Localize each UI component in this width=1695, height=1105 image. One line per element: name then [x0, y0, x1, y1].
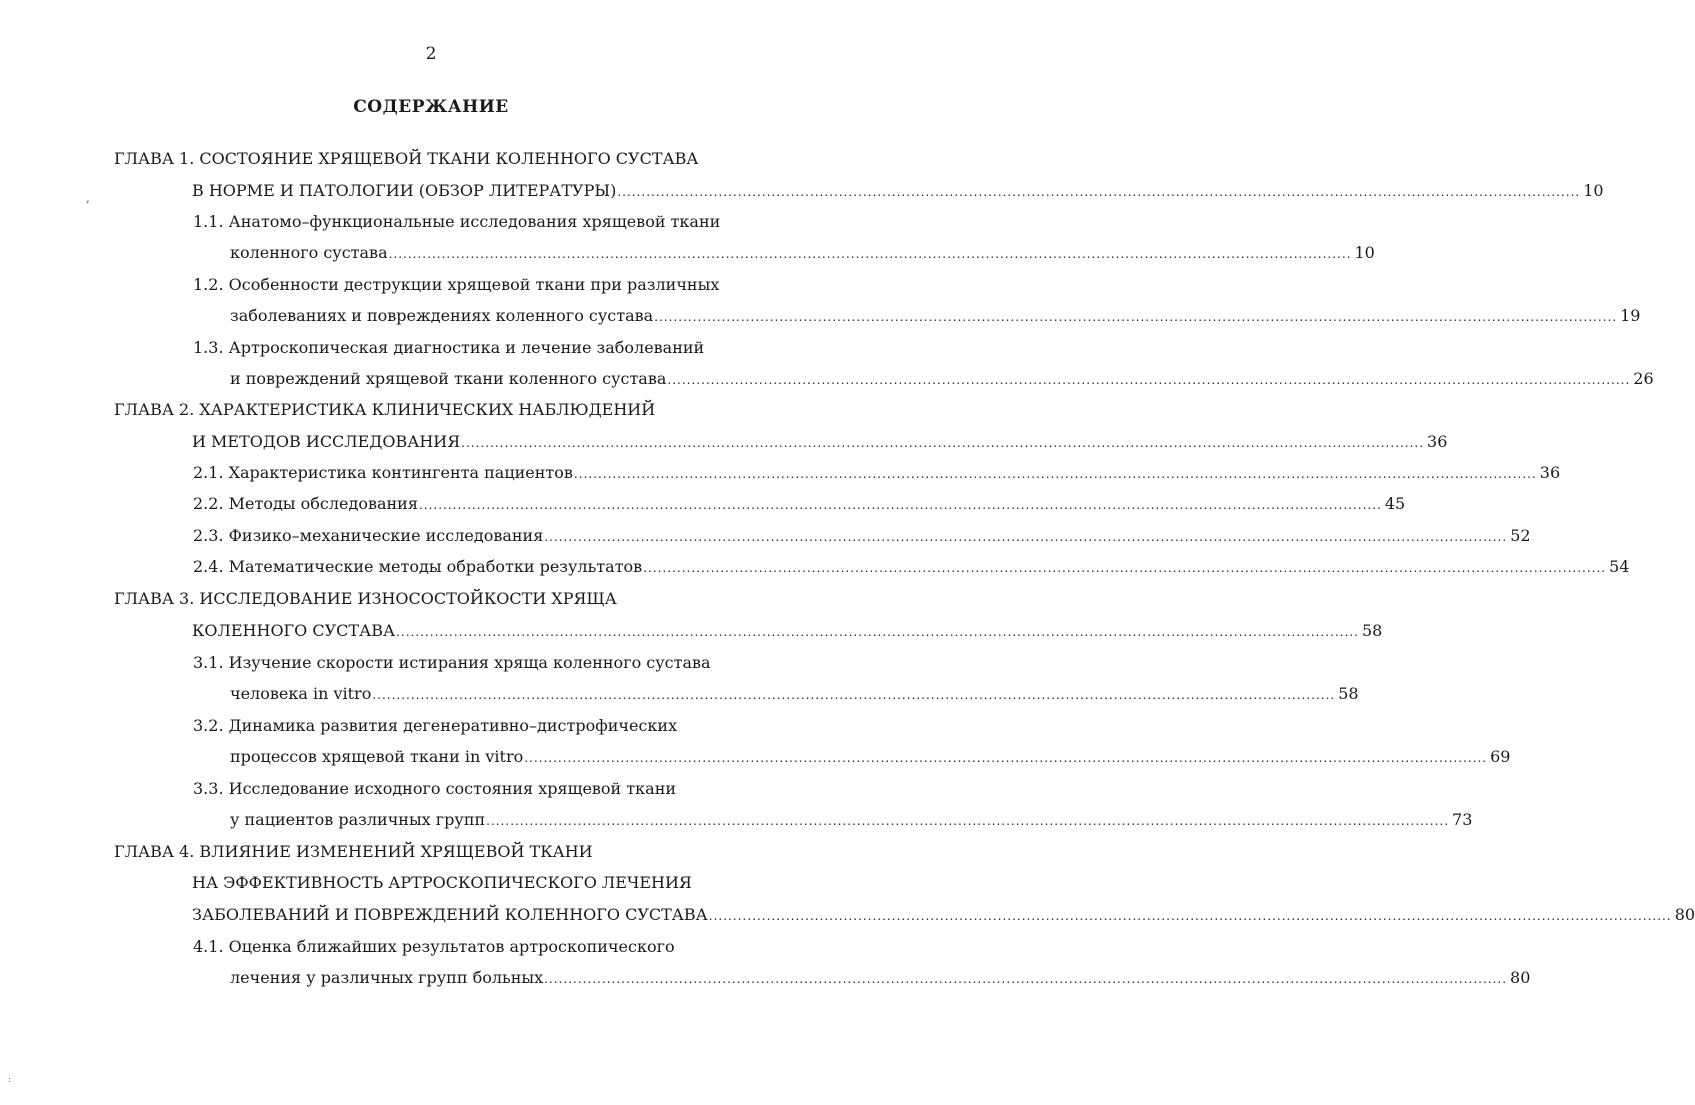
leader-dots: ........................................................................................................................................................................................................ [396, 625, 1359, 639]
leader-dots: ........................................................................................................................................................................................................ [544, 972, 1508, 986]
toc-section-3-2-line2: процессов хрящевой ткани in vitro ........................................................................................................................................................................................................ 69 [230, 745, 755, 769]
leader-dots: ........................................................................................................................................................................................................ [643, 561, 1607, 575]
page-number: 2 [425, 44, 437, 64]
leader-dots: ........................................................................................................................................................................................................ [388, 247, 1352, 261]
page-ref: 19 [1620, 306, 1641, 325]
page-ref: 36 [1539, 463, 1561, 482]
toc-section-2-1: 2.1. Характеристика контингента пациентов ........................................................................................................................................................................................................ 36 [193, 461, 755, 485]
leader-dots: ........................................................................................................................................................................................................ [573, 467, 1537, 481]
toc-chapter-1-line1: ГЛАВА 1. СОСТОЯНИЕ ХРЯЩЕВОЙ ТКАНИ КОЛЕННОГО СУСТАВА [114, 149, 699, 168]
toc-section-1-3-line2: и повреждений хрящевой ткани коленного сустава ........................................................................................................................................................................................................ 26 [230, 367, 755, 391]
toc-section-2-3: 2.3. Физико–механические исследования ........................................................................................................................................................................................................ 52 [193, 524, 755, 548]
page-ref: 80 [1674, 905, 1695, 924]
page-ref: 80 [1510, 968, 1531, 987]
leader-dots: ........................................................................................................................................................................................................ [617, 185, 1581, 199]
page-ref: 69 [1490, 747, 1511, 766]
stray-mark: , [86, 191, 90, 205]
toc-chapter-4-line2: НА ЭФФЕКТИВНОСТЬ АРТРОСКОПИЧЕСКОГО ЛЕЧЕНИЯ [192, 873, 692, 892]
toc-chapter-2-line1: ГЛАВА 2. ХАРАКТЕРИСТИКА КЛИНИЧЕСКИХ НАБЛЮДЕНИЙ [114, 400, 656, 419]
toc-section-1-1-line1: 1.1. Анатомо–функциональные исследования хрящевой ткани [193, 212, 721, 231]
page-ref: 36 [1427, 432, 1448, 451]
toc-section-4-1-line1: 4.1. Оценка ближайших результатов артроскопического [193, 937, 675, 956]
leader-dots: ........................................................................................................................................................................................................ [418, 498, 1382, 512]
toc-title: СОДЕРЖАНИЕ [353, 97, 509, 117]
leader-dots: ........................................................................................................................................................................................................ [461, 436, 1425, 450]
page-ref: 54 [1609, 557, 1630, 576]
toc-chapter-4-line3: ЗАБОЛЕВАНИЙ И ПОВРЕЖДЕНИЙ КОЛЕННОГО СУСТАВА ........................................................................................................................................................................................................ 80 [192, 903, 755, 927]
toc-chapter-3-line1: ГЛАВА 3. ИССЛЕДОВАНИЕ ИЗНОСОСТОЙКОСТИ ХРЯЩА [114, 589, 617, 608]
leader-dots: ........................................................................................................................................................................................................ [486, 814, 1450, 828]
toc-section-2-4: 2.4. Математические методы обработки результатов ........................................................................................................................................................................................................ 54 [193, 555, 755, 579]
toc-section-1-2-line1: 1.2. Особенности деструкции хрящевой ткани при различных [193, 275, 720, 294]
toc-section-3-1-line2: человека in vitro ........................................................................................................................................................................................................ 58 [230, 682, 755, 706]
leader-dots: ........................................................................................................................................................................................................ [667, 373, 1631, 387]
leader-dots: ........................................................................................................................................................................................................ [654, 310, 1618, 324]
page-ref: 26 [1633, 369, 1654, 388]
toc-chapter-1-line2: В НОРМЕ И ПАТОЛОГИИ (ОБЗОР ЛИТЕРАТУРЫ) ........................................................................................................................................................................................................ 10 [192, 179, 755, 203]
toc-chapter-2-line2: И МЕТОДОВ ИССЛЕДОВАНИЯ ........................................................................................................................................................................................................ 36 [192, 430, 755, 454]
toc-section-3-1-line1: 3.1. Изучение скорости истирания хряща коленного сустава [193, 653, 711, 672]
leader-dots: ........................................................................................................................................................................................................ [544, 530, 1508, 544]
page-ref: 73 [1452, 810, 1473, 829]
leader-dots: ........................................................................................................................................................................................................ [372, 688, 1336, 702]
toc-section-1-2-line2: заболеваниях и повреждениях коленного сустава ........................................................................................................................................................................................................ 19 [230, 304, 755, 328]
page-ref: 58 [1361, 621, 1383, 640]
page-ref: 10 [1354, 243, 1375, 262]
page-ref: 52 [1510, 526, 1531, 545]
page-ref: 58 [1338, 684, 1359, 703]
leader-dots: ........................................................................................................................................................................................................ [708, 909, 1672, 923]
toc-section-1-3-line1: 1.3. Артроскопическая диагностика и лечение заболеваний [193, 338, 705, 357]
toc-chapter-4-line1: ГЛАВА 4. ВЛИЯНИЕ ИЗМЕНЕНИЙ ХРЯЩЕВОЙ ТКАНИ [114, 842, 593, 861]
toc-section-1-1-line2: коленного сустава ........................................................................................................................................................................................................ 10 [230, 241, 755, 265]
toc-section-4-1-line2: лечения у различных групп больных ........................................................................................................................................................................................................ 80 [230, 966, 755, 990]
toc-section-3-3-line2: у пациентов различных групп ........................................................................................................................................................................................................ 73 [230, 808, 755, 832]
toc-section-2-2: 2.2. Методы обследования ........................................................................................................................................................................................................ 45 [193, 492, 755, 516]
edge-mark: : [8, 1075, 12, 1085]
page-ref: 10 [1583, 181, 1604, 200]
leader-dots: ........................................................................................................................................................................................................ [524, 751, 1488, 765]
toc-chapter-3-line2: КОЛЕННОГО СУСТАВА ........................................................................................................................................................................................................ 58 [192, 619, 755, 643]
page-ref: 45 [1384, 494, 1406, 513]
toc-section-3-3-line1: 3.3. Исследование исходного состояния хрящевой ткани [193, 779, 677, 798]
toc-section-3-2-line1: 3.2. Динамика развития дегенеративно–дистрофических [193, 716, 678, 735]
